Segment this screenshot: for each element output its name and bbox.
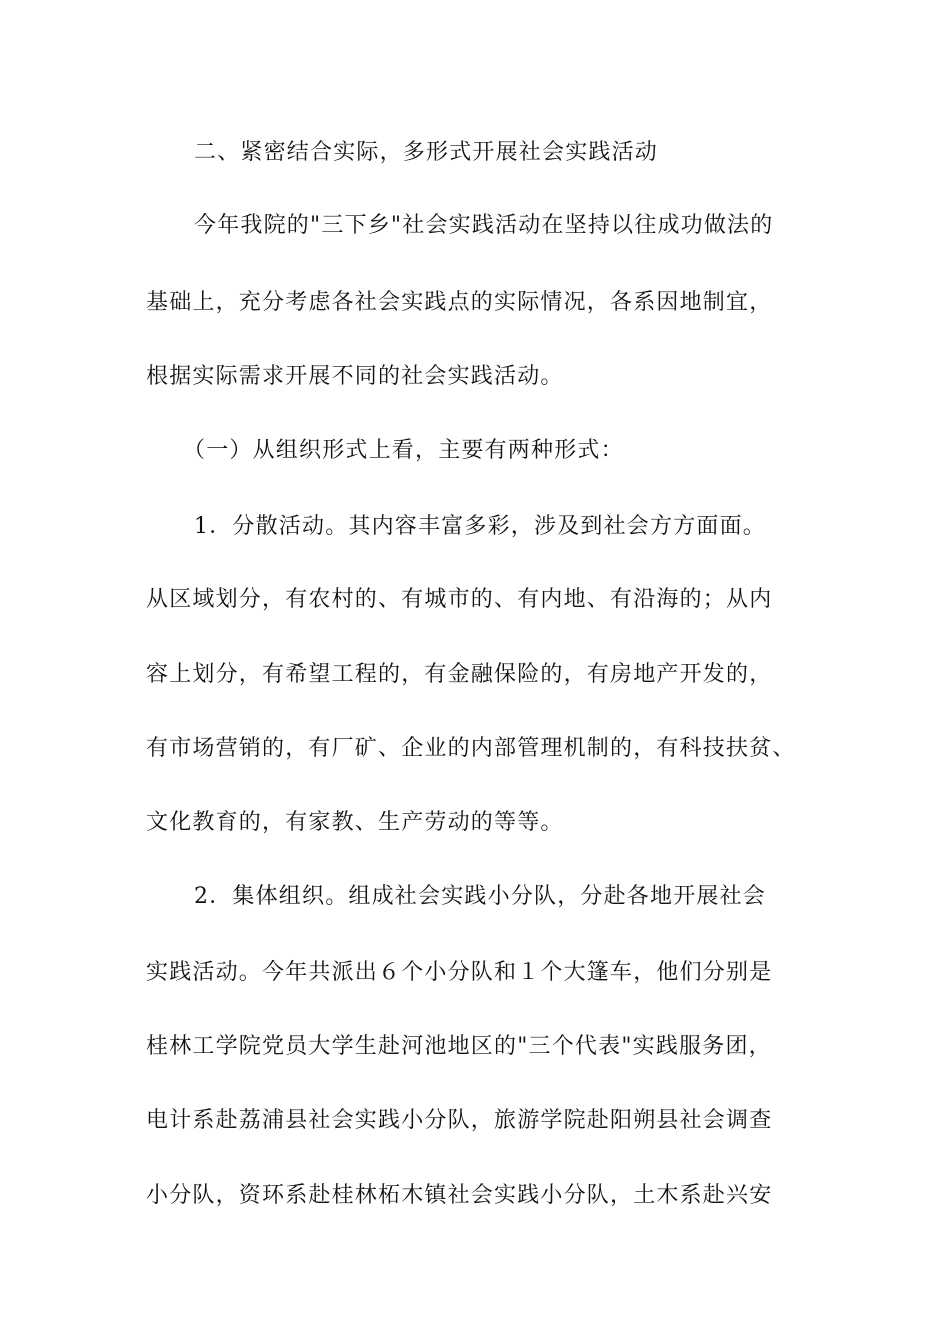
paragraph-line: 今年我院的"三下乡"社会实践活动在坚持以往成功做法的	[194, 213, 774, 238]
section-heading: 二、紧密结合实际，多形式开展社会实践活动	[194, 140, 659, 165]
list-item-line: 桂林工学院党员大学生赴河池地区的"三个代表"实践服务团，	[146, 1034, 772, 1059]
list-item-line: 1．分散活动。其内容丰富多彩，涉及到社会方方面面。	[194, 514, 766, 539]
list-item-line: 电计系赴荔浦县社会实践小分队，旅游学院赴阳朔县社会调查	[146, 1108, 773, 1133]
list-item-line: 从区域划分，有农村的、有城市的、有内地、有沿海的；从内	[146, 587, 773, 612]
list-item-line: 小分队，资环系赴桂林柘木镇社会实践小分队，土木系赴兴安	[146, 1183, 773, 1208]
subheading: （一）从组织形式上看，主要有两种形式：	[183, 438, 624, 463]
list-item-line: 有市场营销的，有厂矿、企业的内部管理机制的，有科技扶贫、	[146, 736, 796, 761]
paragraph-line: 根据实际需求开展不同的社会实践活动。	[146, 364, 564, 389]
paragraph-line: 基础上，充分考虑各社会实践点的实际情况，各系因地制宜，	[146, 290, 773, 315]
list-item-line: 容上划分，有希望工程的，有金融保险的，有房地产开发的，	[146, 662, 773, 687]
list-item-line: 2．集体组织。组成社会实践小分队，分赴各地开展社会	[194, 884, 766, 909]
list-item-line: 实践活动。今年共派出６个小分队和１个大篷车，他们分别是	[146, 960, 773, 985]
list-item-line: 文化教育的，有家教、生产劳动的等等。	[146, 810, 564, 835]
